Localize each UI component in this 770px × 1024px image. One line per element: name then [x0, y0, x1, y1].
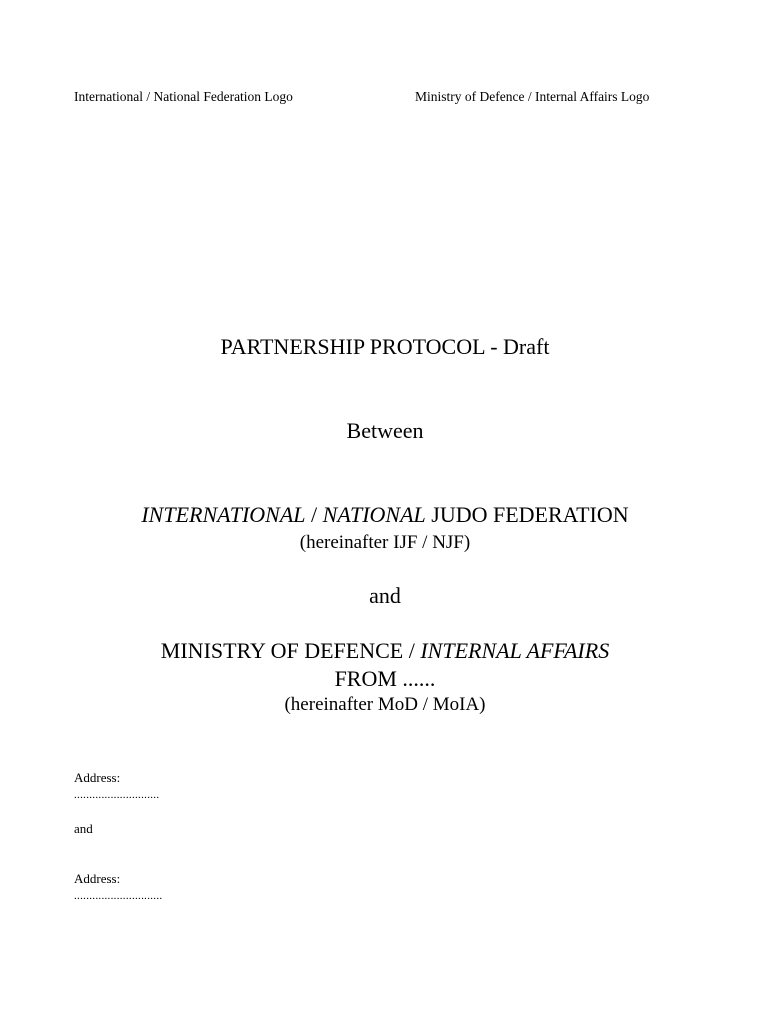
party2-name-defence: MINISTRY OF DEFENCE / [160, 638, 421, 663]
party1-name-international: INTERNATIONAL [141, 502, 306, 527]
address1-label: Address: [74, 770, 121, 785]
address2-label: Address: [74, 871, 121, 886]
address-and-connector: and [74, 821, 93, 836]
party2-abbreviation: (hereinafter MoD / MoIA) [284, 694, 486, 715]
address2-blank: ............................. [74, 890, 163, 902]
party2-name-internal-affairs: INTERNAL AFFAIRS [420, 638, 610, 663]
party1-abbreviation: (hereinafter IJF / NJF) [299, 532, 471, 553]
between-heading: Between [346, 418, 424, 443]
party1-name-rest: JUDO FEDERATION [425, 502, 629, 527]
address1-blank: ............................ [74, 789, 160, 801]
document-title: PARTNERSHIP PROTOCOL - Draft [220, 334, 550, 359]
party2-name [0, 638, 770, 664]
party1-name-national: NATIONAL [322, 502, 426, 527]
federation-logo-placeholder: International / National Federation Logo [74, 89, 293, 104]
party1-name-separator: / [305, 502, 323, 527]
party2-from-line: FROM ...... [334, 666, 436, 691]
and-connector: and [369, 583, 401, 608]
ministry-logo-placeholder: Ministry of Defence / Internal Affairs Logo [415, 89, 650, 104]
party1-name [0, 502, 770, 528]
